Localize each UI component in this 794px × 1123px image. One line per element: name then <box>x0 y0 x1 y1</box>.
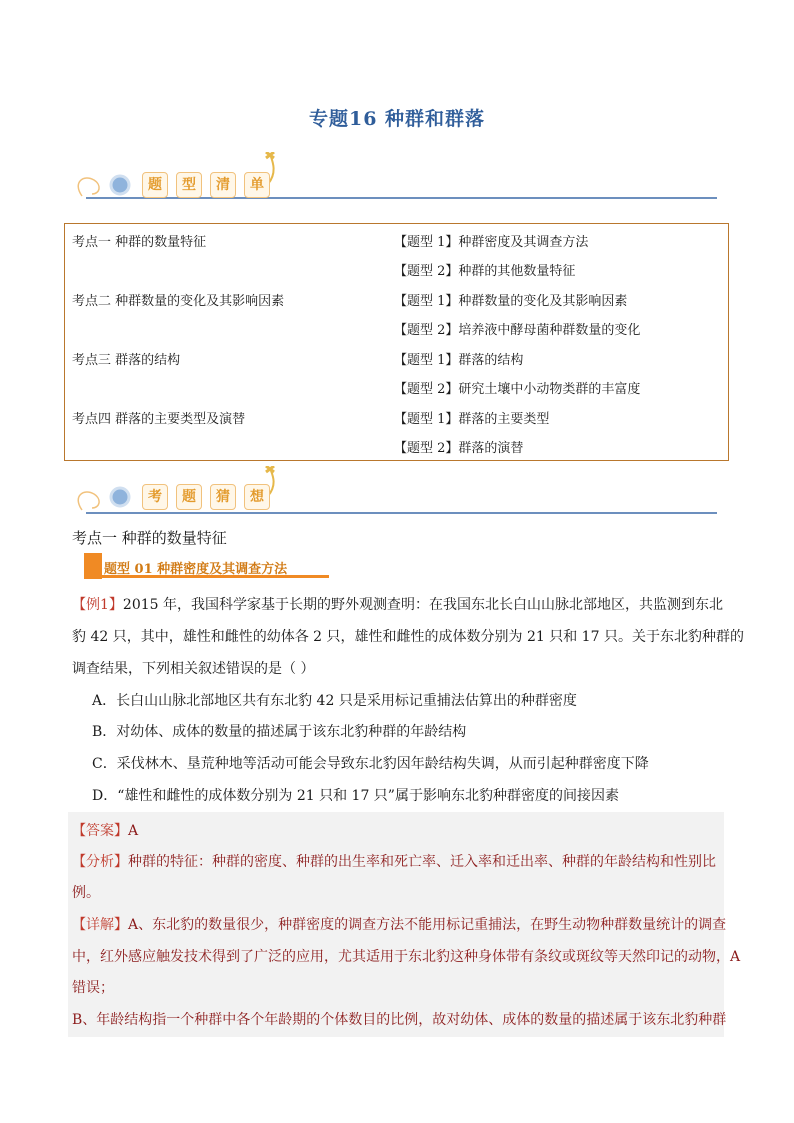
option-d: D．“雄性和雌性的成体数分别为 21 只和 17 只”属于影响东北豹种群密度的间接因素 <box>92 788 619 804</box>
detail-line <box>72 914 726 934</box>
section-banner-type-list <box>72 152 717 202</box>
option-b: B．对幼体、成体的数量的描述属于该东北豹种群的年龄结构 <box>92 724 467 740</box>
section-title: 考点一 种群的数量特征 <box>72 529 227 547</box>
example-line: 调查结果，下列相关叙述错误的是（ ） <box>72 661 315 677</box>
banner-char: 想 <box>244 484 270 510</box>
detail-text: A、东北豹的数量很少，种群密度的调查方法不能用标记重捕法，在野生动物种群数量统计的调查 <box>128 917 727 933</box>
detail-line: 错误； <box>72 980 114 996</box>
table-left-cell: 考点二 种群数量的变化及其影响因素 <box>72 294 285 309</box>
table-left-cell: 考点一 种群的数量特征 <box>72 235 207 250</box>
banner-char: 猜 <box>210 484 236 510</box>
example-text: 2015 年，我国科学家基于长期的野外观测查明：在我国东北长白山山脉北部地区，共监测到东北 <box>122 597 723 613</box>
table-right-cell: 【题型 2】培养液中酵母菌种群数量的变化 <box>394 323 641 338</box>
example-line: 豹 42 只，其中，雄性和雌性的幼体各 2 只，雄性和雌性的成体数分别为 21 只和 17 只。关于东北豹种群的 <box>72 629 744 645</box>
banner-char: 考 <box>142 484 168 510</box>
table-left-cell: 考点三 群落的结构 <box>72 353 181 368</box>
banner-decoration-icon <box>72 466 717 516</box>
table-left-cell: 考点四 群落的主要类型及演替 <box>72 412 246 427</box>
section-banner-predictions <box>72 466 717 516</box>
analysis-line <box>72 851 716 871</box>
analysis-text: 种群的特征：种群的密度、种群的出生率和死亡率、迁入率和迁出率、种群的年龄结构和性别比 <box>128 854 716 870</box>
analysis-line: 例。 <box>72 885 100 901</box>
type-tag-label: 题型 01 种群密度及其调查方法 <box>104 562 288 577</box>
option-c: C．采伐林木、垦荒种地等活动可能会导致东北豹因年龄结构失调，从而引起种群密度下降 <box>92 756 649 772</box>
table-right-cell: 【题型 1】种群密度及其调查方法 <box>394 235 589 250</box>
table-right-cell: 【题型 2】种群的其他数量特征 <box>394 264 576 279</box>
banner-char: 题 <box>142 172 168 198</box>
banner-decoration-icon <box>72 152 717 202</box>
banner-char: 型 <box>176 172 202 198</box>
banner-char: 清 <box>210 172 236 198</box>
table-right-cell: 【题型 2】群落的演替 <box>394 441 524 456</box>
option-a: A．长白山山脉北部地区共有东北豹 42 只是采用标记重捕法估算出的种群密度 <box>92 693 577 709</box>
table-right-cell: 【题型 2】研究土壤中小动物类群的丰富度 <box>394 382 641 397</box>
answer-line <box>72 820 138 840</box>
detail-tag: 【详解】 <box>72 917 128 933</box>
analysis-tag: 【分析】 <box>72 854 128 870</box>
detail-line: B、年龄结构指一个种群中各个年龄期的个体数目的比例，故对幼体、成体的数量的描述属于该东北豹种群 <box>72 1012 727 1028</box>
table-right-cell: 【题型 1】群落的结构 <box>394 353 524 368</box>
banner-char: 题 <box>176 484 202 510</box>
answer-value: A <box>128 823 139 839</box>
detail-line: 中，红外感应触发技术得到了广泛的应用，尤其适用于东北豹这种身体带有条纹或斑纹等天然印记的动物，A <box>72 949 741 965</box>
banner-char: 单 <box>244 172 270 198</box>
answer-tag: 【答案】 <box>72 823 128 839</box>
example-line <box>72 589 723 621</box>
page-title: 专题16 种群和群落 <box>308 108 486 130</box>
example-tag: 【例1】 <box>72 597 123 613</box>
table-right-cell: 【题型 1】群落的主要类型 <box>394 412 550 427</box>
table-right-cell: 【题型 1】种群数量的变化及其影响因素 <box>394 294 628 309</box>
topic-table <box>64 223 729 461</box>
